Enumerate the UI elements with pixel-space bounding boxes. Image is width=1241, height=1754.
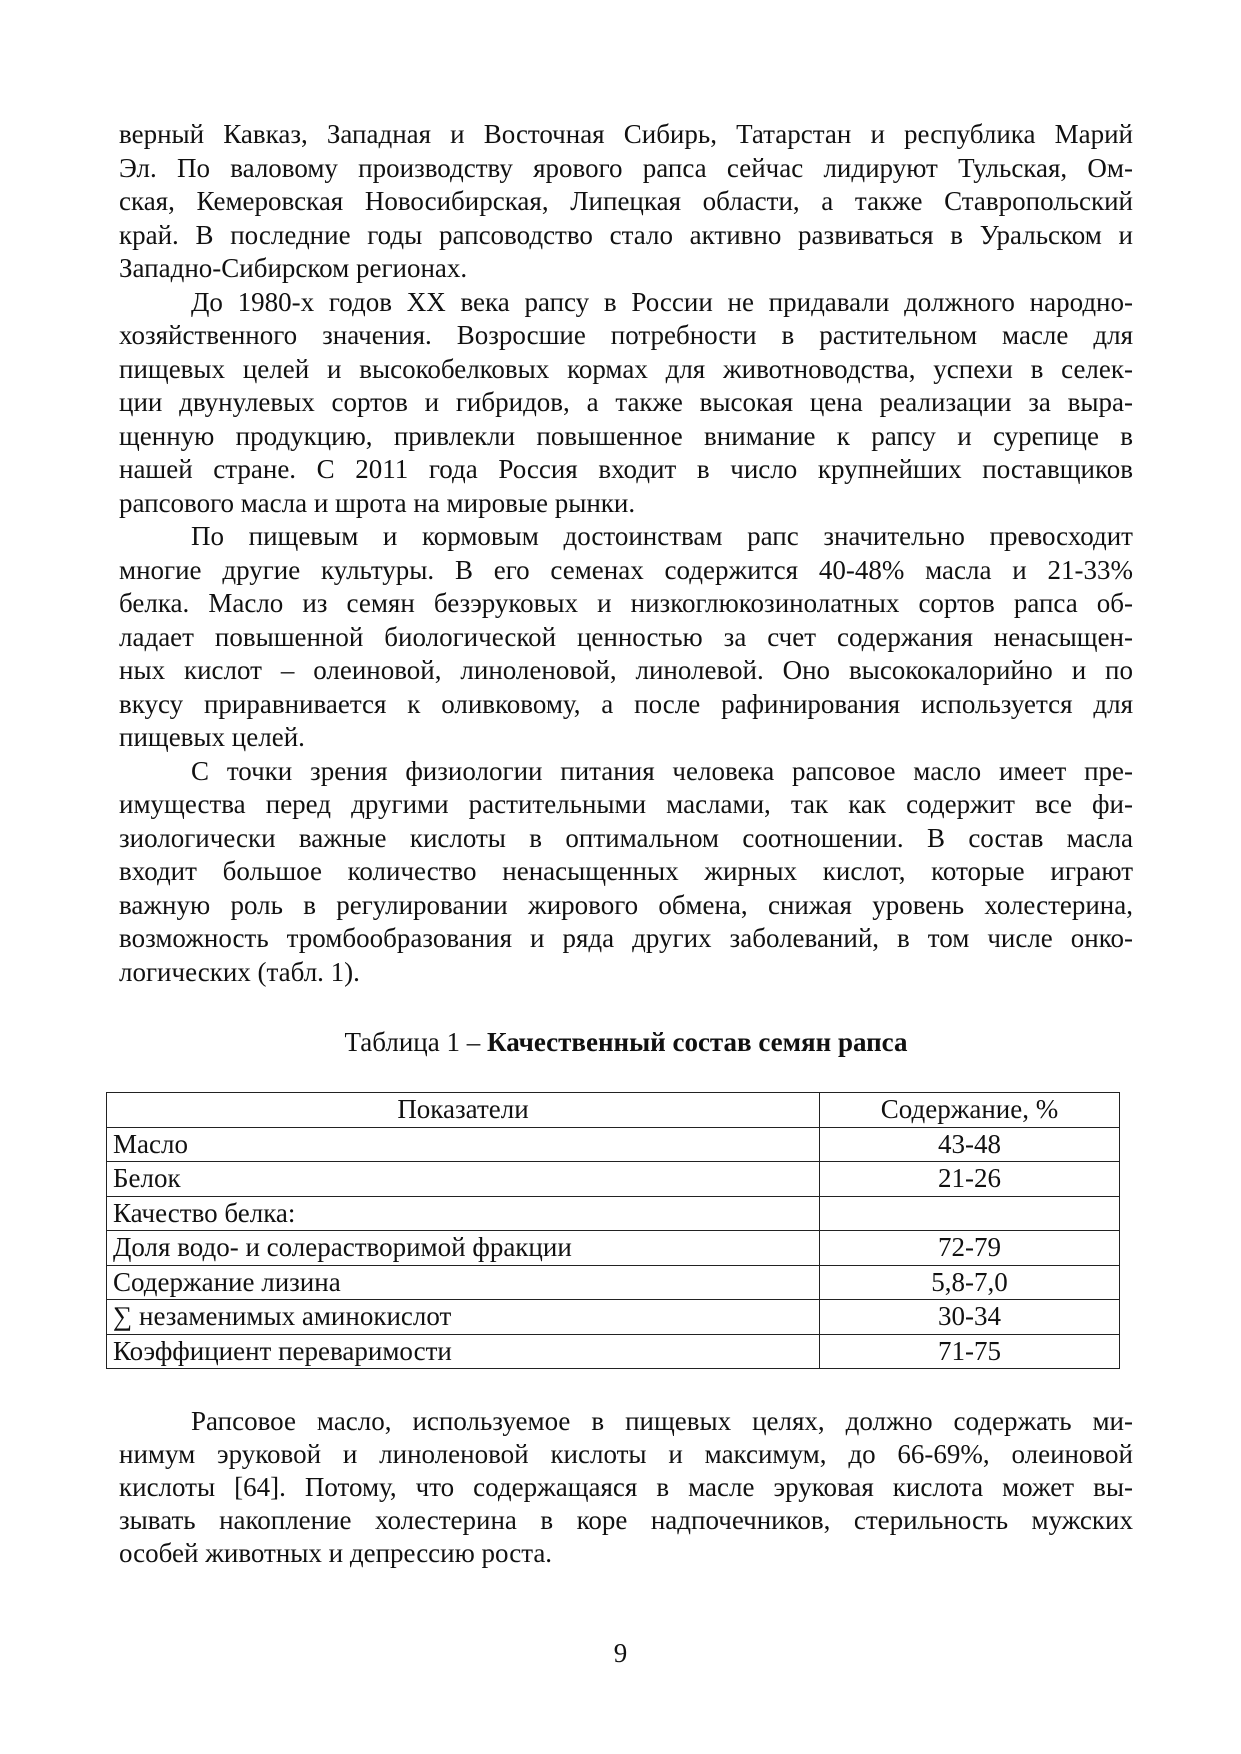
text-line: По пищевым и кормовым достоинствам рапс значительно превосходит [191,521,1133,551]
text-line: возможность тромбообразования и ряда других заболеваний, в том числе онко- [119,923,1133,953]
table-caption [0,1024,1241,1060]
table-row [107,1334,1120,1369]
text-line: ладает повышенной биологической ценностью за счет содержания ненасыщен- [119,621,1133,652]
content-cell: 30-34 [820,1300,1120,1335]
content-cell: 43-48 [820,1127,1120,1162]
text-line: вкусу приравнивается к оливковому, а после рафинирования используется для [119,688,1133,719]
indicator-cell: Масло [107,1127,820,1162]
text-line: логических (табл. 1). [119,956,360,987]
text-line: белка. Масло из семян безэруковых и низкоглюкозинолатных сортов рапса об- [119,588,1133,618]
text-line: Западно-Сибирском регионах. [119,253,468,283]
text-line: Эл. По валовому производству ярового рапса сейчас лидируют Тульская, Ом- [119,152,1133,183]
indicator-cell: Доля водо- и солерастворимой фракции [107,1231,820,1266]
header-indicator: Показатели [107,1093,820,1128]
text-line: хозяйственного значения. Возросшие потребности в растительном масле для [119,320,1133,350]
seed-composition-table [106,1092,1120,1369]
indicator-cell: ∑ незаменимых аминокислот [107,1300,820,1335]
text-line: нимум эруковой и линоленовой кислоты и максимум, до 66-69%, олеиновой [119,1439,1133,1469]
text-line: многие другие культуры. В его семенах содержится 40-48% масла и 21-33% [119,554,1133,585]
text-line: ции двунулевых сортов и гибридов, а также высокая цена реализации за выра- [119,387,1133,417]
text-line: нашей стране. С 2011 года Россия входит в число крупнейших поставщиков [119,454,1133,484]
table-row [107,1265,1120,1300]
content-cell: 5,8-7,0 [820,1265,1120,1300]
text-line: зывать накопление холестерина в коре надпочечников, стерильность мужских [119,1505,1133,1535]
text-line: рапсового масла и шрота на мировые рынки. [119,487,636,518]
text-line: зиологически важные кислоты в оптимальном соотношении. В состав масла [119,822,1133,853]
text-line: имущества перед другими растительными маслами, так как содержит все фи- [119,789,1133,819]
text-line: ных кислот – олеиновой, линоленовой, линолевой. Оно высококалорийно и по [119,655,1133,685]
text-line: входит большое количество ненасыщенных жирных кислот, которые играют [119,856,1133,886]
table-row [107,1231,1120,1266]
content-cell [820,1196,1120,1231]
text-line: пищевых целей. [119,722,305,752]
text-line: особей животных и депрессию роста. [119,1538,553,1568]
table-caption-prefix: Таблица 1 – [344,1027,487,1057]
text-line: пищевых целей и высокобелковых кормах для животноводства, успехи в селек- [119,353,1133,384]
body-text-bottom [119,1405,1133,1570]
indicator-cell: Коэффициент переваримости [107,1334,820,1369]
table-row [107,1127,1120,1162]
text-line: С точки зрения физиологии питания человека рапсовое масло имеет пре- [191,755,1133,786]
indicator-cell: Содержание лизина [107,1265,820,1300]
text-line: верный Кавказ, Западная и Восточная Сибирь, Татарстан и республика Марий [119,119,1133,149]
table-row [107,1196,1120,1231]
body-text-top [119,118,1133,989]
header-content: Содержание, % [820,1093,1120,1128]
text-line: кислоты [64]. Потому, что содержащаяся в масле эруковая кислота может вы- [119,1472,1133,1502]
text-line: край. В последние годы рапсоводство стало активно развиваться в Уральском и [119,219,1133,250]
table-row [107,1300,1120,1335]
table-header-row [107,1093,1120,1128]
page-number: 9 [613,1638,628,1668]
table-caption-title: Качественный состав семян рапса [486,1027,908,1057]
text-line: ская, Кемеровская Новосибирская, Липецкая области, а также Ставропольский [119,186,1133,216]
content-cell: 71-75 [820,1334,1120,1369]
indicator-cell: Белок [107,1162,820,1197]
indicator-cell: Качество белка: [107,1196,820,1231]
text-line: Рапсовое масло, используемое в пищевых целях, должно содержать ми- [191,1406,1133,1436]
text-line: До 1980-х годов XX века рапсу в России не придавали должного народно- [191,286,1133,317]
text-line: щенную продукцию, привлекли повышенное внимание к рапсу и сурепице в [119,420,1133,451]
content-cell: 21-26 [820,1162,1120,1197]
content-cell: 72-79 [820,1231,1120,1266]
table-row [107,1162,1120,1197]
text-line: важную роль в регулировании жирового обмена, снижая уровень холестерина, [119,889,1133,920]
